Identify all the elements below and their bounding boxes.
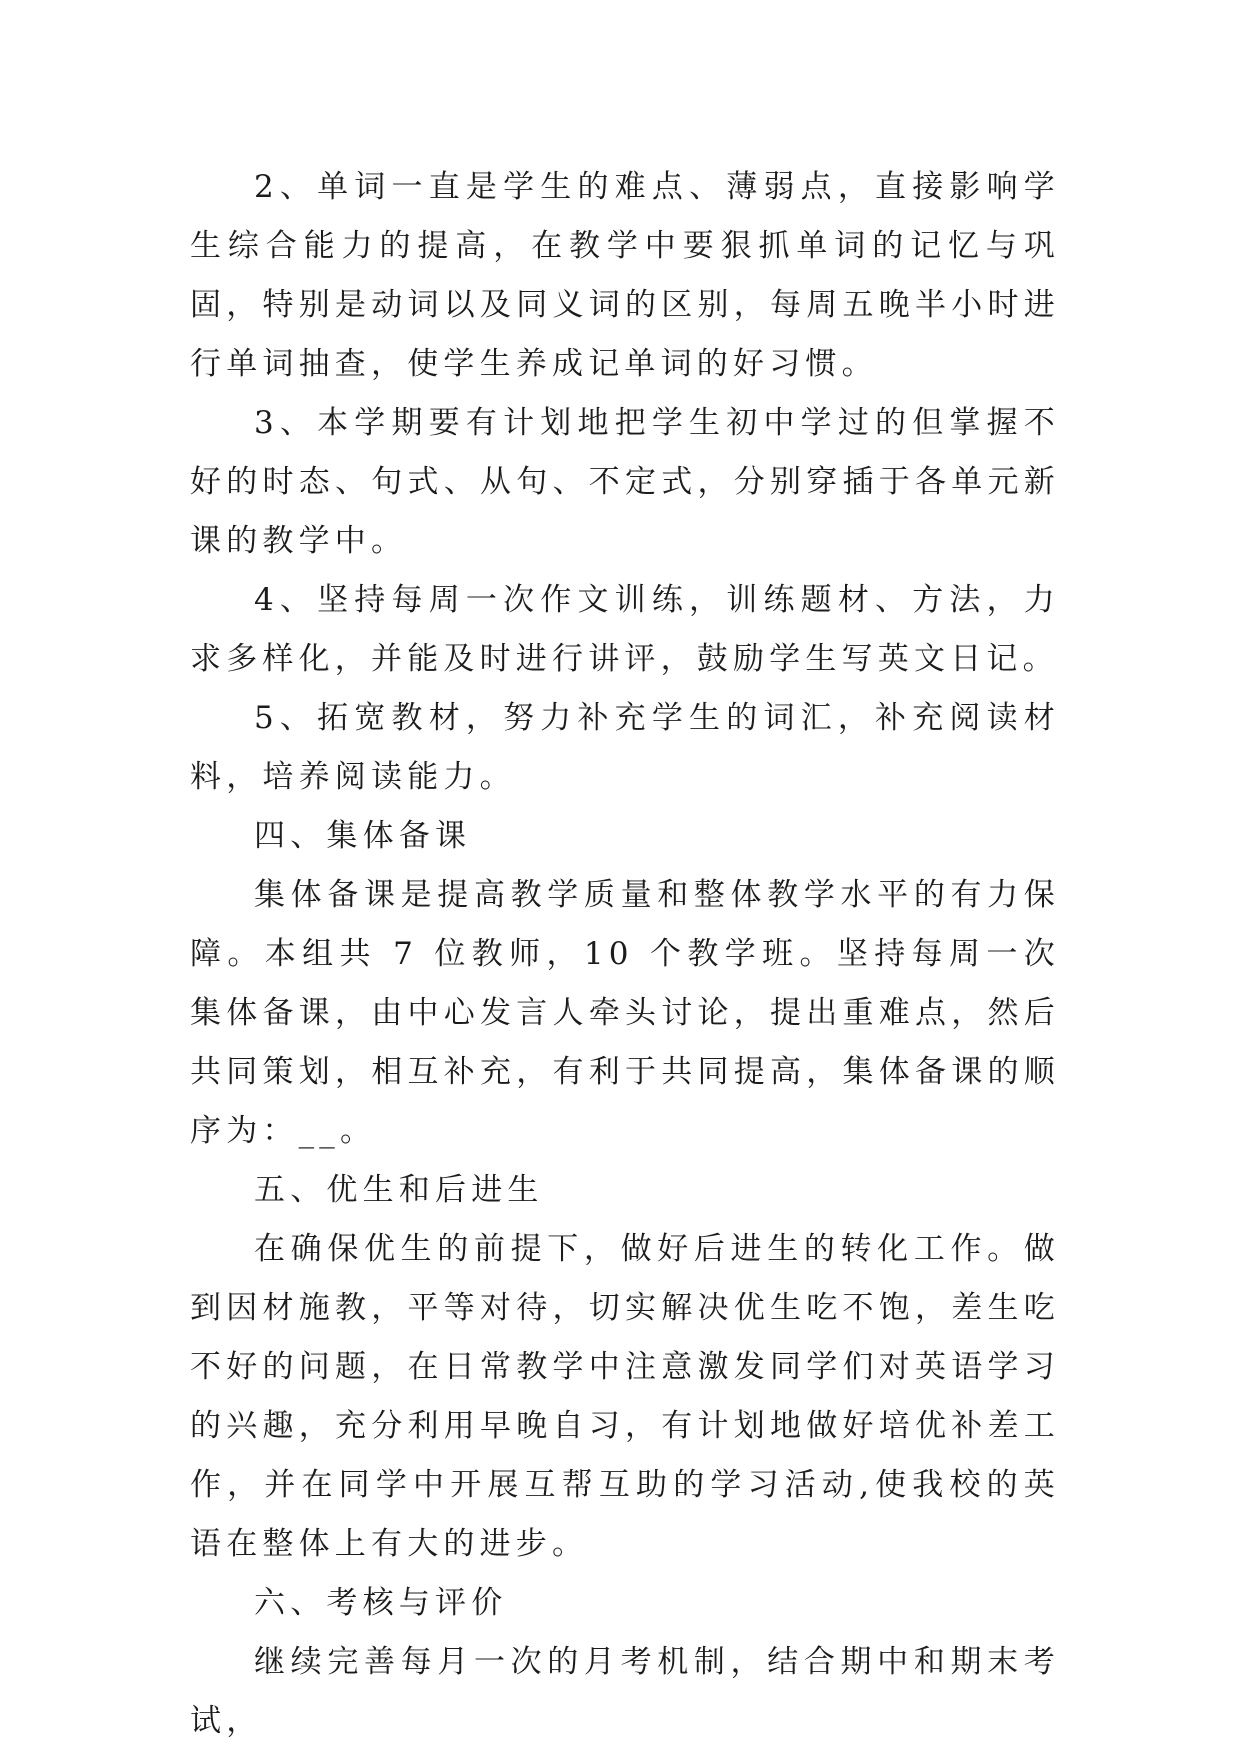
paragraph-students: 在确保优生的前提下，做好后进生的转化工作。做到因材施教，平等对待，切实解决优生吃不饱，差生吃不好的问题，在日常教学中注意激发同学们对英语学习的兴趣，充分利用早晚自习，有计划地做好培优补差工作，并在同学中开展互帮互助的学习活动,使我校的英语在整体上有大的进步。 [190, 1231, 1060, 1562]
section-heading-students: 五、优生和后进生 [254, 1172, 544, 1208]
paragraph-collective-prep: 集体备课是提高教学质量和整体教学水平的有力保障。本组共 7 位教师，10 个教学班。坚持每周一次集体备课，由中心发言人牵头讨论，提出重难点，然后共同策划，相互补充，有利于共同提高，集体备课的顺序为：__。 [190, 877, 1060, 1149]
document-body [190, 158, 1060, 1751]
paragraph-writing: 4、坚持每周一次作文训练，训练题材、方法，力求多样化，并能及时进行讲评，鼓励学生写英文日记。 [190, 582, 1060, 677]
paragraph-reading: 5、拓宽教材，努力补充学生的词汇，补充阅读材料，培养阅读能力。 [190, 700, 1060, 795]
section-heading-assessment: 六、考核与评价 [254, 1585, 508, 1621]
paragraph-grammar: 3、本学期要有计划地把学生初中学过的但掌握不好的时态、句式、从句、不定式，分别穿插于各单元新课的教学中。 [190, 405, 1060, 559]
paragraph-vocabulary: 2、单词一直是学生的难点、薄弱点，直接影响学生综合能力的提高，在教学中要狠抓单词的记忆与巩固，特别是动词以及同义词的区别，每周五晚半小时进行单词抽查，使学生养成记单词的好习惯。 [190, 169, 1060, 382]
paragraph-assessment: 继续完善每月一次的月考机制，结合期中和期末考试， [190, 1644, 1060, 1739]
section-heading-collective-prep: 四、集体备课 [254, 818, 472, 854]
